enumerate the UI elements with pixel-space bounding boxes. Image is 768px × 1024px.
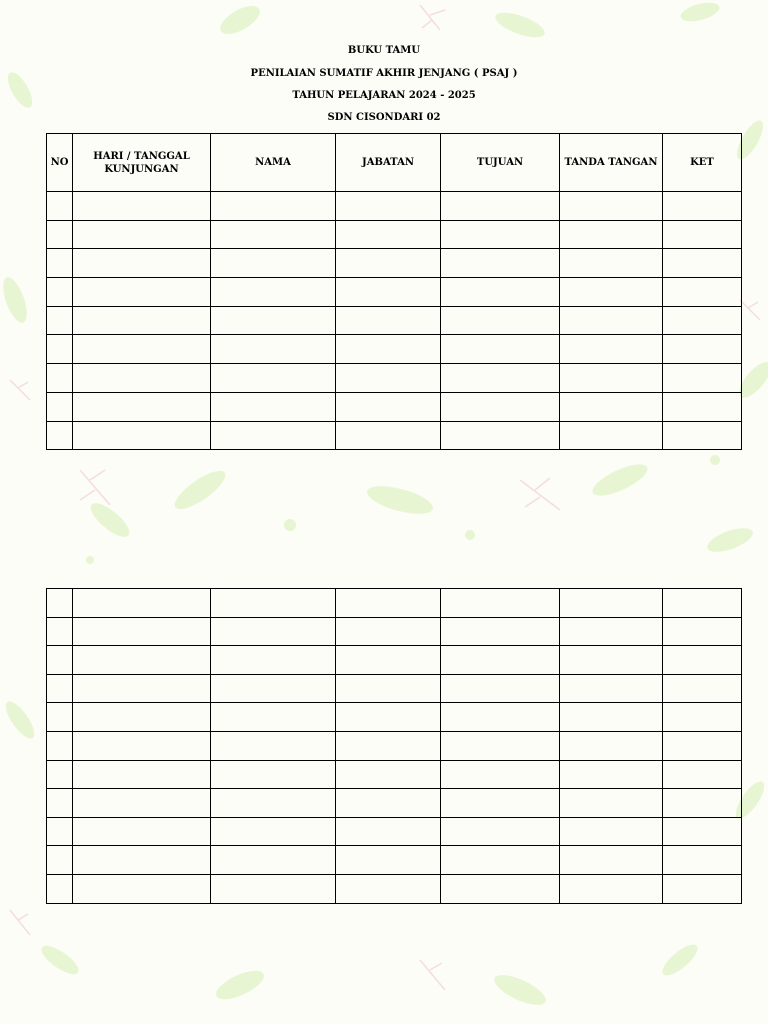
cell-date[interactable] xyxy=(73,817,211,846)
table-row xyxy=(47,703,742,732)
table-row xyxy=(47,192,742,221)
cell-notes[interactable] xyxy=(663,589,742,618)
cell-no[interactable] xyxy=(47,789,73,818)
cell-position[interactable] xyxy=(336,278,441,307)
cell-date[interactable] xyxy=(73,220,211,249)
cell-signature[interactable] xyxy=(560,703,663,732)
cell-signature[interactable] xyxy=(560,617,663,646)
column-header-position: JABATAN xyxy=(336,134,441,192)
cell-notes[interactable] xyxy=(663,192,742,221)
cell-purpose[interactable] xyxy=(441,278,560,307)
cell-signature[interactable] xyxy=(560,392,663,421)
cell-date[interactable] xyxy=(73,646,211,675)
cell-no[interactable] xyxy=(47,731,73,760)
cell-position[interactable] xyxy=(336,760,441,789)
table-row xyxy=(47,306,742,335)
cell-notes[interactable] xyxy=(663,364,742,393)
cell-name[interactable] xyxy=(211,306,336,335)
cell-name[interactable] xyxy=(211,249,336,278)
cell-name[interactable] xyxy=(211,703,336,732)
cell-notes[interactable] xyxy=(663,392,742,421)
cell-notes[interactable] xyxy=(663,760,742,789)
cell-notes[interactable] xyxy=(663,817,742,846)
cell-date[interactable] xyxy=(73,335,211,364)
cell-signature[interactable] xyxy=(560,674,663,703)
cell-date[interactable] xyxy=(73,421,211,450)
cell-notes[interactable] xyxy=(663,789,742,818)
cell-name[interactable] xyxy=(211,646,336,675)
assessment-title: PENILAIAN SUMATIF AKHIR JENJANG ( PSAJ ) xyxy=(250,68,518,79)
cell-date[interactable] xyxy=(73,392,211,421)
cell-name[interactable] xyxy=(211,335,336,364)
table-row xyxy=(47,589,742,618)
column-header-purpose: TUJUAN xyxy=(441,134,560,192)
cell-name[interactable] xyxy=(211,846,336,875)
cell-name[interactable] xyxy=(211,674,336,703)
cell-purpose[interactable] xyxy=(441,846,560,875)
cell-notes[interactable] xyxy=(663,731,742,760)
cell-date[interactable] xyxy=(73,703,211,732)
table-row xyxy=(47,731,742,760)
cell-date[interactable] xyxy=(73,731,211,760)
column-header-signature: TANDA TANGAN xyxy=(560,134,663,192)
cell-date[interactable] xyxy=(73,249,211,278)
cell-signature[interactable] xyxy=(560,220,663,249)
table-row xyxy=(47,278,742,307)
cell-name[interactable] xyxy=(211,589,336,618)
cell-signature[interactable] xyxy=(560,364,663,393)
cell-date[interactable] xyxy=(73,617,211,646)
cell-notes[interactable] xyxy=(663,335,742,364)
cell-no[interactable] xyxy=(47,392,73,421)
cell-notes[interactable] xyxy=(663,306,742,335)
cell-name[interactable] xyxy=(211,874,336,903)
cell-no[interactable] xyxy=(47,249,73,278)
cell-date[interactable] xyxy=(73,760,211,789)
cell-signature[interactable] xyxy=(560,278,663,307)
table-row xyxy=(47,392,742,421)
table-row xyxy=(47,249,742,278)
cell-purpose[interactable] xyxy=(441,335,560,364)
cell-position[interactable] xyxy=(336,646,441,675)
cell-position[interactable] xyxy=(336,789,441,818)
cell-position[interactable] xyxy=(336,731,441,760)
cell-signature[interactable] xyxy=(560,589,663,618)
cell-purpose[interactable] xyxy=(441,306,560,335)
table-row xyxy=(47,364,742,393)
cell-no[interactable] xyxy=(47,846,73,875)
table-row xyxy=(47,760,742,789)
cell-position[interactable] xyxy=(336,846,441,875)
table-row xyxy=(47,421,742,450)
cell-signature[interactable] xyxy=(560,874,663,903)
cell-name[interactable] xyxy=(211,364,336,393)
cell-purpose[interactable] xyxy=(441,220,560,249)
cell-position[interactable] xyxy=(336,392,441,421)
table-header-row xyxy=(47,134,742,192)
cell-notes[interactable] xyxy=(663,278,742,307)
cell-date[interactable] xyxy=(73,846,211,875)
cell-date[interactable] xyxy=(73,192,211,221)
cell-signature[interactable] xyxy=(560,846,663,875)
cell-position[interactable] xyxy=(336,703,441,732)
column-header-notes: KET xyxy=(663,134,742,192)
cell-signature[interactable] xyxy=(560,646,663,675)
cell-name[interactable] xyxy=(211,617,336,646)
cell-notes[interactable] xyxy=(663,874,742,903)
cell-purpose[interactable] xyxy=(441,760,560,789)
cell-signature[interactable] xyxy=(560,192,663,221)
cell-signature[interactable] xyxy=(560,335,663,364)
cell-position[interactable] xyxy=(336,674,441,703)
column-header-name: NAMA xyxy=(211,134,336,192)
table-row xyxy=(47,817,742,846)
cell-notes[interactable] xyxy=(663,674,742,703)
cell-date[interactable] xyxy=(73,278,211,307)
cell-date[interactable] xyxy=(73,589,211,618)
cell-position[interactable] xyxy=(336,589,441,618)
table-row xyxy=(47,220,742,249)
cell-position[interactable] xyxy=(336,220,441,249)
cell-position[interactable] xyxy=(336,335,441,364)
table-row xyxy=(47,874,742,903)
cell-signature[interactable] xyxy=(560,249,663,278)
cell-position[interactable] xyxy=(336,617,441,646)
cell-purpose[interactable] xyxy=(441,617,560,646)
cell-purpose[interactable] xyxy=(441,392,560,421)
cell-name[interactable] xyxy=(211,731,336,760)
cell-signature[interactable] xyxy=(560,421,663,450)
cell-notes[interactable] xyxy=(663,220,742,249)
cell-date[interactable] xyxy=(73,364,211,393)
cell-purpose[interactable] xyxy=(441,589,560,618)
cell-purpose[interactable] xyxy=(441,874,560,903)
cell-purpose[interactable] xyxy=(441,192,560,221)
cell-purpose[interactable] xyxy=(441,364,560,393)
cell-signature[interactable] xyxy=(560,789,663,818)
cell-purpose[interactable] xyxy=(441,421,560,450)
table-row xyxy=(47,646,742,675)
cell-signature[interactable] xyxy=(560,306,663,335)
cell-purpose[interactable] xyxy=(441,789,560,818)
cell-no[interactable] xyxy=(47,674,73,703)
table-row xyxy=(47,335,742,364)
cell-position[interactable] xyxy=(336,817,441,846)
table-row xyxy=(47,789,742,818)
cell-name[interactable] xyxy=(211,817,336,846)
cell-date[interactable] xyxy=(73,789,211,818)
cell-name[interactable] xyxy=(211,789,336,818)
school-name: SDN CISONDARI 02 xyxy=(327,112,441,123)
cell-notes[interactable] xyxy=(663,617,742,646)
academic-year: TAHUN PELAJARAN 2024 - 2025 xyxy=(292,90,476,101)
cell-position[interactable] xyxy=(336,249,441,278)
cell-no[interactable] xyxy=(47,335,73,364)
cell-position[interactable] xyxy=(336,421,441,450)
cell-name[interactable] xyxy=(211,220,336,249)
cell-no[interactable] xyxy=(47,646,73,675)
cell-date[interactable] xyxy=(73,306,211,335)
guest-book-table-top xyxy=(46,133,742,450)
cell-date[interactable] xyxy=(73,874,211,903)
cell-signature[interactable] xyxy=(560,760,663,789)
cell-notes[interactable] xyxy=(663,646,742,675)
column-header-date: HARI / TANGGAL KUNJUNGAN xyxy=(73,134,211,192)
cell-no[interactable] xyxy=(47,306,73,335)
cell-purpose[interactable] xyxy=(441,646,560,675)
column-header-no: NO xyxy=(47,134,73,192)
cell-no[interactable] xyxy=(47,421,73,450)
cell-name[interactable] xyxy=(211,278,336,307)
cell-notes[interactable] xyxy=(663,846,742,875)
cell-position[interactable] xyxy=(336,364,441,393)
cell-no[interactable] xyxy=(47,760,73,789)
cell-name[interactable] xyxy=(211,760,336,789)
page-title: BUKU TAMU xyxy=(347,45,421,56)
cell-no[interactable] xyxy=(47,617,73,646)
guest-book-table-bottom xyxy=(46,588,742,904)
cell-purpose[interactable] xyxy=(441,703,560,732)
cell-no[interactable] xyxy=(47,589,73,618)
cell-no[interactable] xyxy=(47,192,73,221)
cell-purpose[interactable] xyxy=(441,731,560,760)
cell-notes[interactable] xyxy=(663,421,742,450)
cell-name[interactable] xyxy=(211,421,336,450)
cell-name[interactable] xyxy=(211,392,336,421)
cell-no[interactable] xyxy=(47,817,73,846)
cell-no[interactable] xyxy=(47,364,73,393)
cell-no[interactable] xyxy=(47,874,73,903)
cell-signature[interactable] xyxy=(560,731,663,760)
cell-signature[interactable] xyxy=(560,817,663,846)
cell-purpose[interactable] xyxy=(441,817,560,846)
cell-purpose[interactable] xyxy=(441,249,560,278)
cell-position[interactable] xyxy=(336,306,441,335)
cell-position[interactable] xyxy=(336,192,441,221)
cell-position[interactable] xyxy=(336,874,441,903)
table-row xyxy=(47,617,742,646)
cell-purpose[interactable] xyxy=(441,674,560,703)
cell-date[interactable] xyxy=(73,674,211,703)
cell-notes[interactable] xyxy=(663,249,742,278)
table-row xyxy=(47,846,742,875)
cell-no[interactable] xyxy=(47,220,73,249)
table-row xyxy=(47,674,742,703)
cell-no[interactable] xyxy=(47,278,73,307)
cell-no[interactable] xyxy=(47,703,73,732)
cell-name[interactable] xyxy=(211,192,336,221)
cell-notes[interactable] xyxy=(663,703,742,732)
